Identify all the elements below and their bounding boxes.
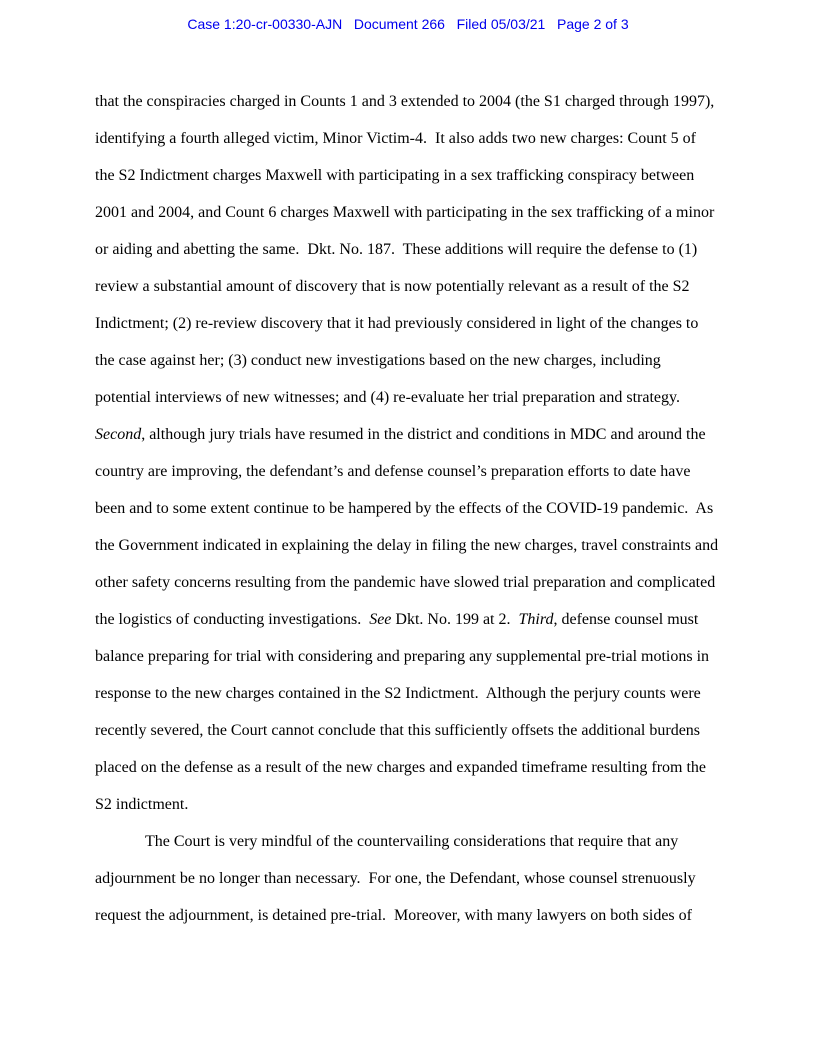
text-run: review a substantial amount of discovery that is now potentially relevant as a result of the S2 [95, 278, 690, 295]
document-line [95, 194, 735, 231]
italic-text-run: Second [95, 426, 142, 443]
text-run: potential interviews of new witnesses; and (4) re-evaluate her trial preparation and strategy. [95, 389, 680, 406]
document-line [95, 749, 735, 786]
text-run: the case against her; (3) conduct new investigations based on the new charges, including [95, 352, 661, 369]
document-line [95, 268, 735, 305]
text-run: request the adjournment, is detained pre-trial. Moreover, with many lawyers on both sides of [95, 907, 692, 924]
document-line [95, 83, 735, 120]
italic-text-run: See [369, 611, 392, 628]
text-run: placed on the defense as a result of the new charges and expanded timeframe resulting from the [95, 759, 707, 776]
document-line [95, 601, 735, 638]
text-run: the Government indicated in explaining the delay in filing the new charges, travel constraints and [95, 537, 719, 554]
document-line [95, 231, 735, 268]
text-run: The Court is very mindful of the countervailing considerations that require that any [145, 833, 679, 850]
document-line [95, 860, 735, 897]
document-line [95, 453, 735, 490]
document-line [95, 342, 735, 379]
text-run: country are improving, the defendant’s and defense counsel’s preparation efforts to date have [95, 463, 691, 480]
text-run: other safety concerns resulting from the pandemic have slowed trial preparation and complicated [95, 574, 716, 591]
document-line [95, 416, 735, 453]
document-line [95, 120, 735, 157]
case-header-stamp: Case 1:20-cr-00330-AJN Document 266 Filed 05/03/21 Page 2 of 3 [187, 16, 629, 32]
document-line [95, 527, 735, 564]
text-run: recently severed, the Court cannot conclude that this sufficiently offsets the additional burdens [95, 722, 701, 739]
document-line [95, 490, 735, 527]
text-run: Dkt. No. 199 at 2. [391, 611, 519, 628]
text-run: , defense counsel must [553, 611, 699, 628]
text-run: the S2 Indictment charges Maxwell with participating in a sex trafficking conspiracy between [95, 167, 695, 184]
document-line [95, 379, 735, 416]
text-run: been and to some extent continue to be hampered by the effects of the COVID-19 pandemic. As [95, 500, 714, 517]
document-line [95, 675, 735, 712]
text-run: response to the new charges contained in the S2 Indictment. Although the perjury counts were [95, 685, 701, 702]
text-run: that the conspiracies charged in Counts 1 and 3 extended to 2004 (the S1 charged through 1997), [95, 93, 715, 110]
document-line [95, 305, 735, 342]
text-run: , although jury trials have resumed in the district and conditions in MDC and around the [141, 426, 706, 443]
document-line [95, 823, 735, 860]
text-run: balance preparing for trial with considering and preparing any supplemental pre-trial motions in [95, 648, 710, 665]
text-run: the logistics of conducting investigations. [95, 611, 370, 628]
text-run: 2001 and 2004, and Count 6 charges Maxwell with participating in the sex trafficking of a minor [95, 204, 715, 221]
document-body [95, 83, 735, 934]
italic-text-run: Third [518, 611, 554, 628]
document-line [95, 897, 735, 934]
text-run: adjournment be no longer than necessary. For one, the Defendant, whose counsel strenuously [95, 870, 696, 887]
text-run: Indictment; (2) re-review discovery that it had previously considered in light of the changes to [95, 315, 699, 332]
document-line [95, 157, 735, 194]
document-line [95, 712, 735, 749]
document-line [95, 786, 735, 823]
text-run: or aiding and abetting the same. Dkt. No. 187. These additions will require the defense to (1) [95, 241, 698, 258]
text-run: S2 indictment. [95, 796, 189, 813]
text-run: identifying a fourth alleged victim, Minor Victim-4. It also adds two new charges: Count 5 of [95, 130, 696, 147]
document-line [95, 638, 735, 675]
document-line [95, 564, 735, 601]
